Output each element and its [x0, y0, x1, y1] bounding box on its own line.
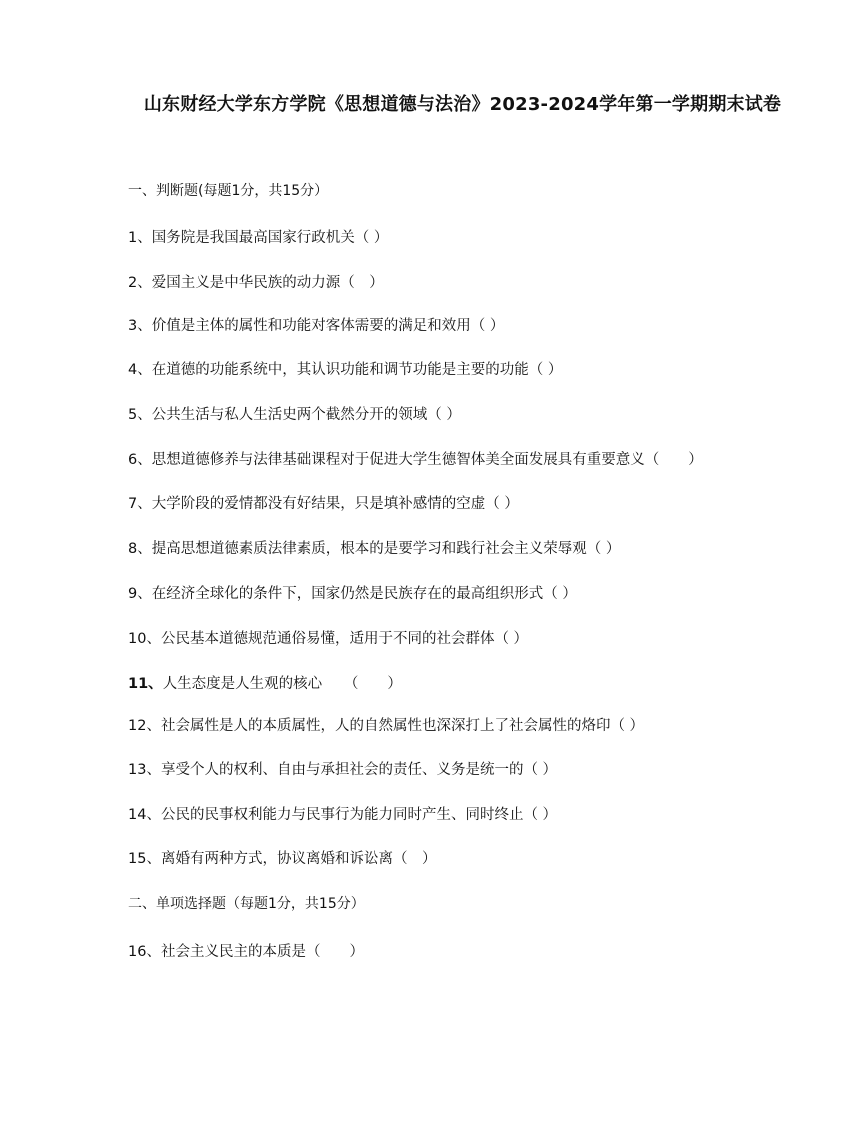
- question-text: 在道德的功能系统中，其认识功能和调节功能是主要的功能（ ）: [151, 362, 563, 378]
- question-item: [128, 360, 562, 380]
- question-item: [128, 716, 644, 736]
- question-number: 14、: [128, 807, 161, 823]
- question-item: [128, 539, 620, 559]
- question-text: 社会主义民主的本质是（ ）: [160, 944, 364, 960]
- question-item: [128, 674, 402, 694]
- question-item: [128, 760, 557, 780]
- question-number: 15、: [128, 851, 161, 867]
- section-heading-judgement: 一、判断题(每题1分，共15分）: [128, 183, 329, 199]
- page-title: 山东财经大学东方学院《思想道德与法治》2023-2024学年第一学期期末试卷: [143, 94, 782, 115]
- question-text: 大学阶段的爱情都没有好结果，只是填补感情的空虚（ ）: [151, 496, 519, 512]
- question-text: 国务院是我国最高国家行政机关（ ）: [151, 230, 389, 246]
- question-text: 离婚有两种方式，协议离婚和诉讼离（ ）: [160, 851, 437, 867]
- question-item: [128, 942, 364, 962]
- question-item: [128, 316, 504, 336]
- question-item: [128, 805, 557, 825]
- question-number: 9、: [128, 586, 152, 602]
- question-number: 13、: [128, 762, 161, 778]
- question-text: 公民的民事权利能力与民事行为能力同时产生、同时终止（ ）: [160, 807, 558, 823]
- question-text: 享受个人的权利、自由与承担社会的责任、义务是统一的（ ）: [160, 762, 558, 778]
- question-item: [128, 494, 519, 514]
- question-item: [128, 273, 384, 293]
- question-item: [128, 405, 461, 425]
- question-number: 16、: [128, 944, 161, 960]
- question-number: 7、: [128, 496, 152, 512]
- question-number: 8、: [128, 541, 152, 557]
- question-item: [128, 584, 577, 604]
- question-number: 1、: [128, 230, 152, 246]
- question-text: 社会属性是人的本质属性，人的自然属性也深深打上了社会属性的烙印（ ）: [160, 718, 645, 734]
- question-number: 10、: [128, 631, 161, 647]
- question-text: 思想道德修养与法律基础课程对于促进大学生德智体美全面发展具有重要意义（ ）: [151, 452, 703, 468]
- section-heading-single-choice: 二、单项选择题（每题1分，共15分）: [128, 896, 365, 912]
- question-text: 在经济全球化的条件下，国家仍然是民族存在的最高组织形式（ ）: [151, 586, 577, 602]
- question-number: 11、: [128, 676, 163, 692]
- question-text: 价值是主体的属性和功能对客体需要的满足和效用（ ）: [151, 318, 505, 334]
- question-text: 爱国主义是中华民族的动力源（ ）: [151, 275, 384, 291]
- question-number: 12、: [128, 718, 161, 734]
- question-number: 5、: [128, 407, 152, 423]
- question-number: 6、: [128, 452, 152, 468]
- question-text: 公共生活与私人生活史两个截然分开的领域（ ）: [151, 407, 461, 423]
- question-text: 人生态度是人生观的核心 （ ）: [162, 676, 402, 692]
- question-text: 公民基本道德规范通俗易懂，适用于不同的社会群体（ ）: [160, 631, 529, 647]
- question-number: 2、: [128, 275, 152, 291]
- question-number: 3、: [128, 318, 152, 334]
- question-item: [128, 228, 388, 248]
- question-item: [128, 849, 436, 869]
- question-number: 4、: [128, 362, 152, 378]
- question-item: [128, 629, 528, 649]
- question-item: [128, 450, 703, 470]
- question-text: 提高思想道德素质法律素质，根本的是要学习和践行社会主义荣辱观（ ）: [151, 541, 621, 557]
